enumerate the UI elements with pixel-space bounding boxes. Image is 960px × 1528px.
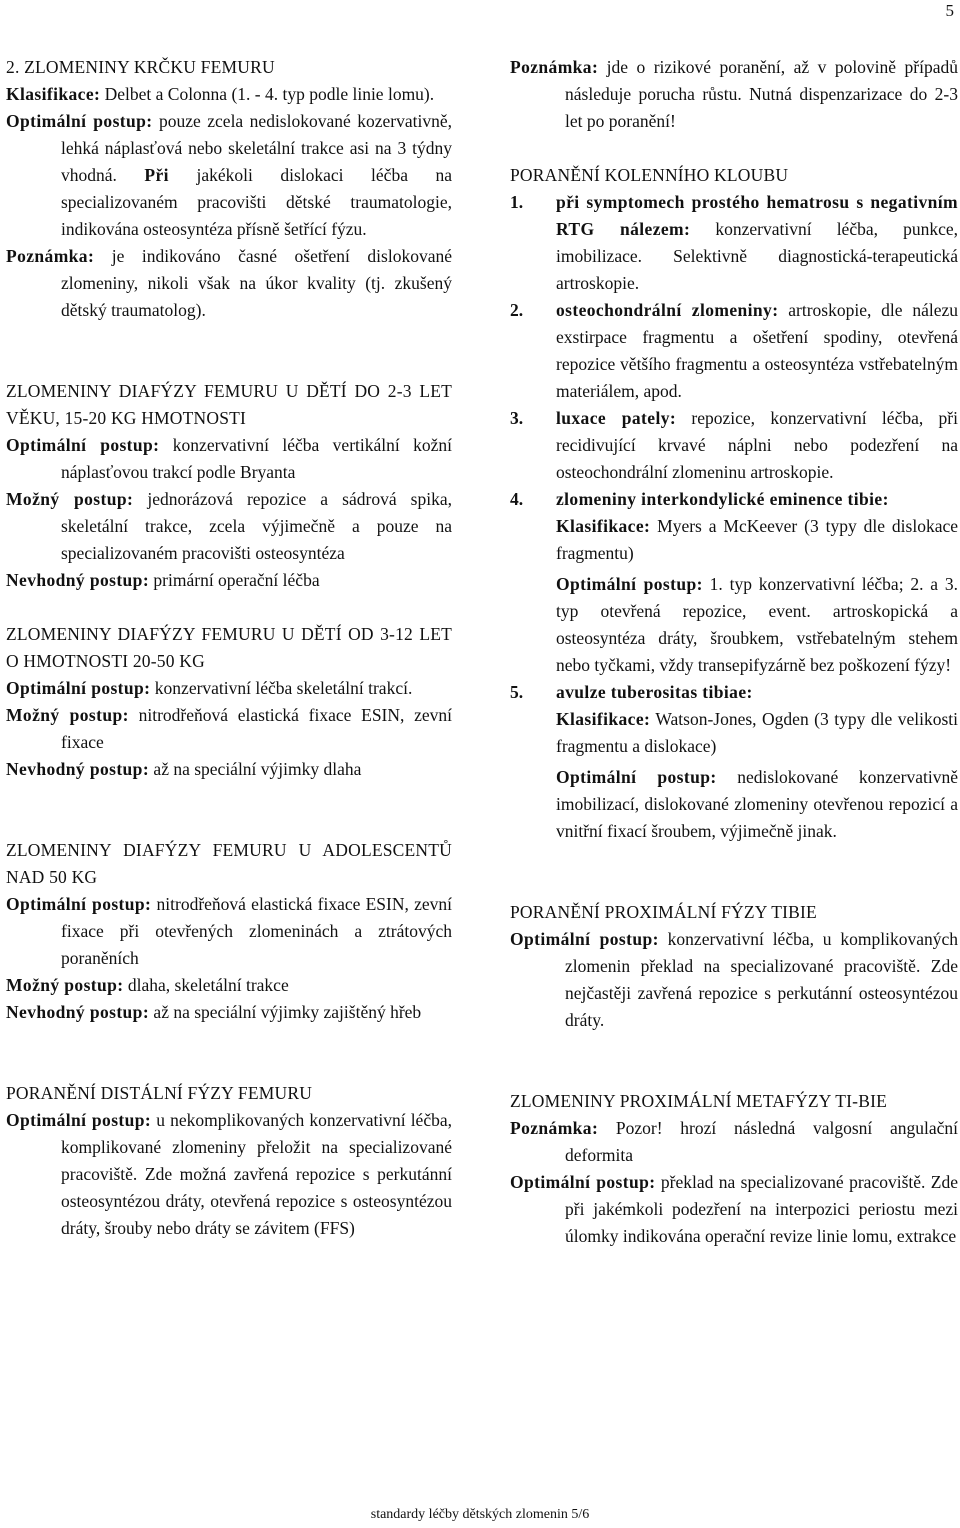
section-title-diafyza-do-3: ZLOMENINY DIAFÝZY FEMURU U DĚTÍ DO 2-3 LET VĚKU, 15-20 KG HMOTNOSTI — [6, 381, 452, 428]
label: Možný postup: — [6, 705, 129, 725]
optimalni-postup-krcek — [6, 108, 452, 243]
text: Watson-Jones, Ogden (3 typy dle velikosti fragmentu a dislokace) — [556, 709, 958, 756]
poznamka-krcek — [6, 243, 452, 324]
item-heading: při symptomech prostého hematrosu s negativním RTG nálezem: — [556, 192, 958, 239]
section-title-diafyza-adolescenti: ZLOMENINY DIAFÝZY FEMURU U ADOLESCENTŮ NAD 50 KG — [6, 840, 452, 887]
section-title-krcek-femuru: 2. ZLOMENINY KRČKU FEMURU — [6, 57, 275, 77]
text: konzervativní léčba skeletální trakcí. — [154, 678, 413, 698]
label: Poznámka: — [6, 246, 95, 266]
item-heading-text: zlomeniny interkondylické eminence tibie: — [556, 489, 889, 509]
section-title-distalni-fyza: PORANĚNÍ DISTÁLNÍ FÝZY FEMURU — [6, 1083, 313, 1103]
klasifikace-eminence — [556, 513, 958, 567]
klasifikace-krcek — [6, 81, 452, 108]
text: jde o rizikové poranění, až v polovině případů následuje porucha růstu. Nutná dispenzarizace do 2-3 let po poranění! — [565, 57, 958, 131]
optimalni-postup-diafyza-3-12 — [6, 675, 452, 702]
text: 1. typ konzervativní léčba; 2. a 3. typ otevřená repozice, event. artroskopická a osteosyntéza dráty, šroubkem, vstřebatelným stehem nebo tyčkami, vždy transepifyzárně bez poškození fýzy! — [556, 574, 958, 675]
label: Možný postup: — [6, 975, 124, 995]
page-footer: standardy léčby dětských zlomenin 5/6 — [370, 1507, 590, 1522]
section-title-proximalni-fyza: PORANĚNÍ PROXIMÁLNÍ FÝZY TIBIE — [510, 902, 817, 922]
poznamka-distalni-fyza — [510, 54, 958, 135]
text: jednorázová repozice a sádrová spika, skeletální trakce, zcela výjimečně a pouze na specializovaném pracovišti osteosyntéza — [61, 489, 453, 563]
poznamka-metafyza — [510, 1115, 958, 1169]
label: Poznámka: — [510, 1118, 599, 1138]
item-text: repozice, konzervativní léčba, při recidivující krvavé náplni nebo podezření na osteochondrální zlomeninu artroskopie. — [556, 408, 958, 482]
optimalni-postup-metafyza — [510, 1169, 958, 1250]
label: Optimální postup: — [556, 574, 703, 594]
text: nitrodřeňová elastická fixace ESIN, zevní fixace — [61, 705, 453, 752]
label: Optimální postup: — [6, 678, 151, 698]
optimalni-postup-eminence — [556, 571, 958, 679]
item-number: 3. — [510, 408, 524, 428]
item-heading: luxace pately: — [556, 408, 677, 428]
list-item-avulze — [510, 679, 958, 845]
label: Možný postup: — [6, 489, 134, 509]
section-title-proximalni-metafyza: ZLOMENINY PROXIMÁLNÍ METAFÝZY TI-BIE — [510, 1091, 887, 1111]
item-heading: osteochondrální zlomeniny: — [556, 300, 779, 320]
right-column — [510, 54, 958, 1250]
list-item — [510, 405, 958, 486]
list-item — [510, 189, 958, 297]
nevhodny-postup-diafyza-3-12 — [6, 756, 452, 783]
text: překlad na specializované pracoviště. Zde při jakémkoli podezření na interpozici periostu mezi úlomky indikována operační revize linie lomu, extrakce — [565, 1172, 958, 1246]
section-title-koleno: PORANĚNÍ KOLENNÍHO KLOUBU — [510, 165, 789, 185]
text: Pozor! hrozí následná valgosní angulační deformita — [565, 1118, 958, 1165]
left-column — [6, 54, 452, 1242]
text: nitrodřeňová elastická fixace ESIN, zevní fixace při otevřených zlomeninách a ztrátových poraněních — [61, 894, 453, 968]
label: Klasifikace: — [556, 516, 651, 536]
page-number: 5 — [945, 1, 954, 20]
klasifikace-avulze — [556, 706, 958, 760]
text: nedislokované konzervativně imobilizací, dislokované zlomeniny otevřenou repozicí a vnitřní fixací šroubem, výjimečně jinak. — [556, 767, 958, 841]
item-text: konzervativní léčba, punkce, imobilizace. Selektivně diagnostická-terapeutická artroskopie. — [556, 219, 958, 293]
optimalni-postup-avulze — [556, 764, 958, 845]
text: až na speciální výjimky zajištěný hřeb — [153, 1002, 422, 1022]
label: Klasifikace: — [556, 709, 651, 729]
label: Optimální postup: — [6, 111, 153, 131]
text: primární operační léčba — [153, 570, 320, 590]
text: u nekomplikovaných konzervativní léčba, komplikované zlomeniny přeložit na specializované pracoviště. Zde možná zavřená repozice s perkutánní osteosyntézou dráty, otevřená repozice s osteosyntézou dráty, šrouby nebo dráty se závitem (FFS) — [61, 1110, 452, 1238]
label: Optimální postup: — [6, 894, 152, 914]
section-title-diafyza-3-12: ZLOMENINY DIAFÝZY FEMURU U DĚTÍ OD 3-12 LET O HMOTNOSTI 20-50 KG — [6, 624, 452, 671]
label: Při — [144, 165, 169, 185]
list-item — [510, 297, 958, 405]
list-item-eminence — [510, 486, 958, 679]
text: pouze zcela nedislokované kozervativně, lehká náplasťová nebo skeletální trakce asi na 3 týdny vhodná. — [61, 111, 452, 185]
label: Optimální postup: — [6, 435, 160, 455]
nevhodny-postup-diafyza-do-3 — [6, 567, 452, 594]
text: Delbet a Colonna (1. - 4. typ podle linie lomu). — [104, 84, 435, 104]
optimalni-postup-diafyza-do-3 — [6, 432, 452, 486]
label: Optimální postup: — [6, 1110, 152, 1130]
label: Optimální postup: — [556, 767, 717, 787]
mozny-postup-adolescenti — [6, 972, 452, 999]
label: Nevhodný postup: — [6, 1002, 150, 1022]
text: až na speciální výjimky dlaha — [153, 759, 362, 779]
optimalni-postup-proximalni-fyza — [510, 926, 958, 1034]
text: dlaha, skeletální trakce — [127, 975, 289, 995]
label: Nevhodný postup: — [6, 570, 150, 590]
item-number: 5. — [510, 682, 524, 702]
label: Optimální postup: — [510, 929, 659, 949]
nevhodny-postup-adolescenti — [6, 999, 452, 1026]
item-heading-text: avulze tuberositas tibiae: — [556, 682, 753, 702]
optimalni-postup-adolescenti — [6, 891, 452, 972]
item-number: 4. — [510, 489, 524, 509]
text: konzervativní léčba, u komplikovaných zlomenin překlad na specializované pracoviště. Zde nejčastěji zavřená repozice s perkutánní osteosyntézou dráty. — [565, 929, 958, 1030]
optimalni-postup-distalni-fyza — [6, 1107, 452, 1242]
label: Poznámka: — [510, 57, 599, 77]
item-heading — [556, 486, 958, 513]
item-number: 1. — [510, 192, 524, 212]
text: jakékoli dislokaci léčba na specializovaném pracovišti dětské traumatologie, indikována osteosyntéza přísně šetřící fýzu. — [61, 165, 452, 239]
label: Nevhodný postup: — [6, 759, 150, 779]
text: konzervativní léčba vertikální kožní náplasťovou trakcí podle Bryanta — [61, 435, 452, 482]
mozny-postup-diafyza-do-3 — [6, 486, 452, 567]
label: Klasifikace: — [6, 84, 101, 104]
text: Myers a McKeever (3 typy dle dislokace fragmentu) — [556, 516, 959, 563]
text: je indikováno časné ošetření dislokované zlomeniny, nikoli však na úkor kvality (tj. zkušený dětský traumatolog). — [61, 246, 453, 320]
mozny-postup-diafyza-3-12 — [6, 702, 452, 756]
item-number: 2. — [510, 300, 524, 320]
item-heading — [556, 679, 958, 706]
label: Optimální postup: — [510, 1172, 656, 1192]
item-text: artroskopie, dle nálezu exstirpace fragmentu a ošetření spodiny, otevřená repozice většího fragmentu a osteosyntéza vstřebatelným materiálem, apod. — [556, 300, 959, 401]
